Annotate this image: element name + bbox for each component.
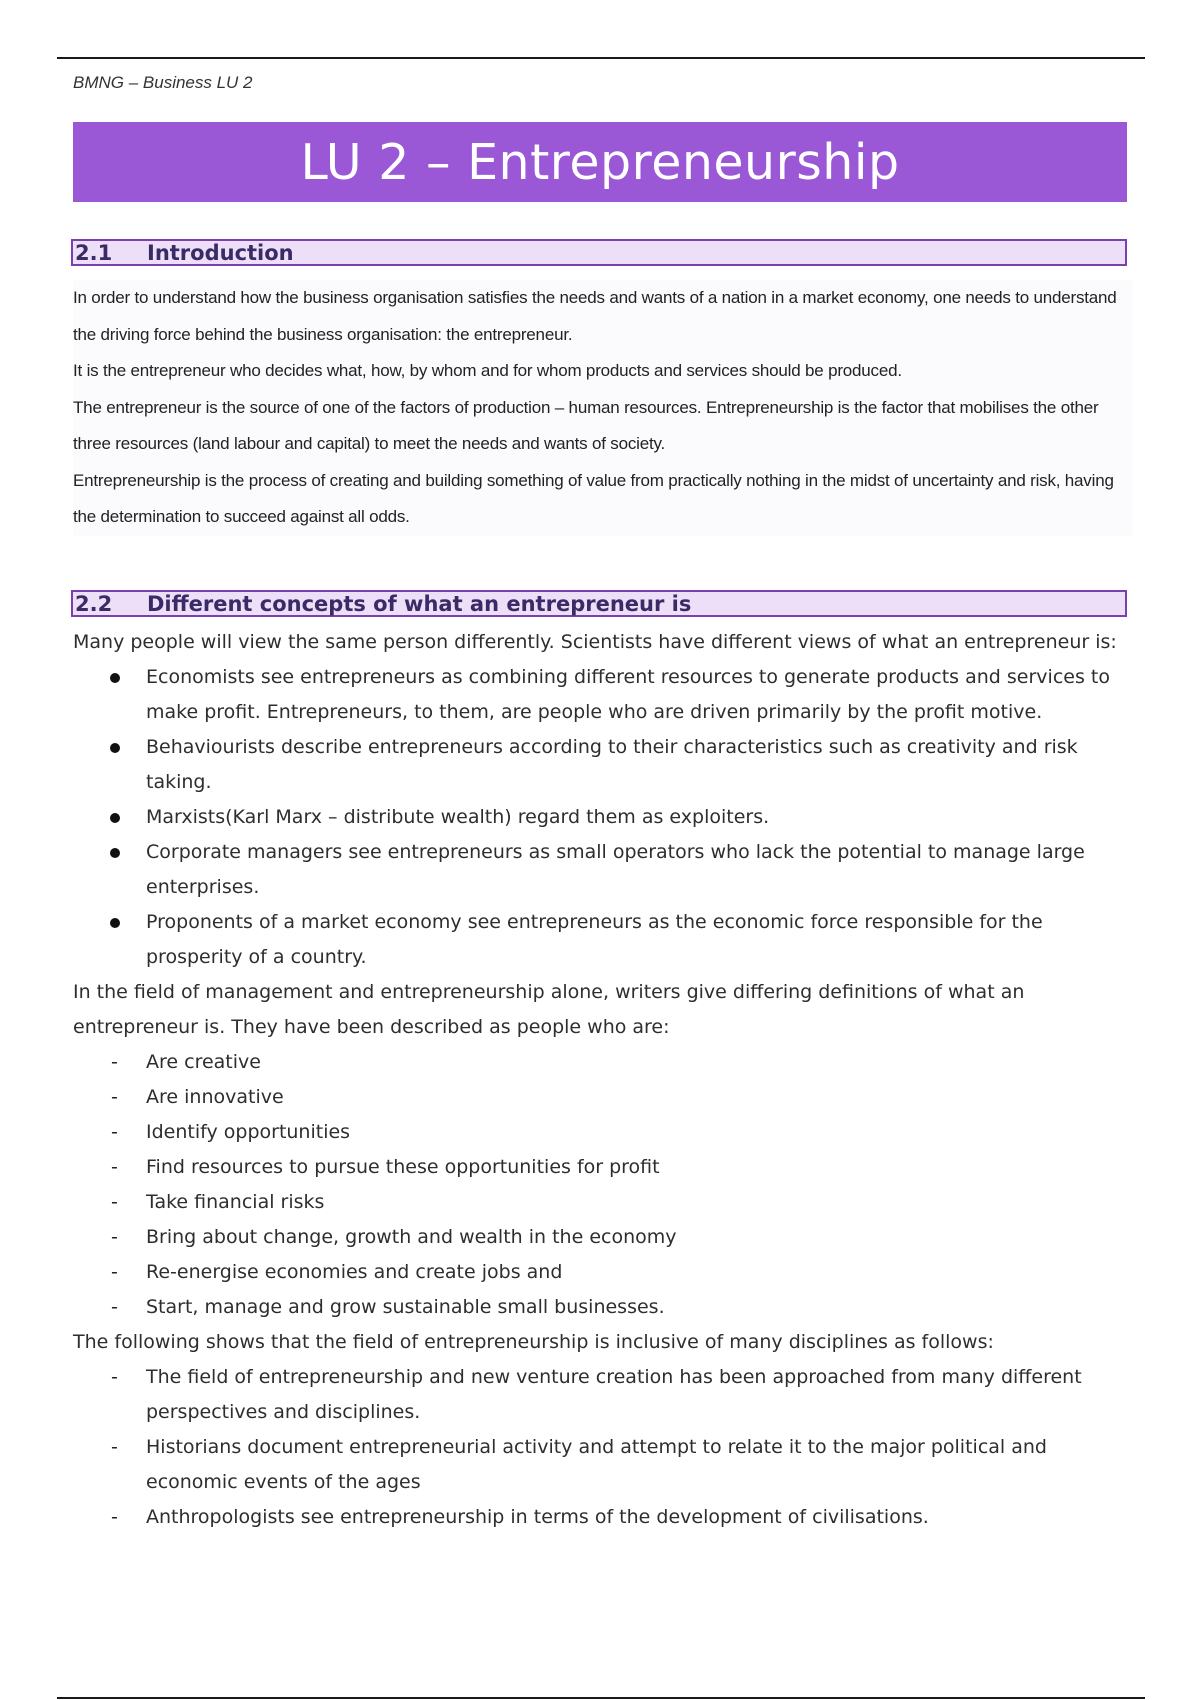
bullet-icon	[110, 918, 120, 928]
top-rule	[57, 57, 1145, 59]
list-item: - Find resources to pursue these opportunities for profit	[73, 1150, 1133, 1185]
bullet-icon	[110, 743, 120, 753]
dash-icon: -	[111, 1156, 118, 1178]
list-item: Economists see entrepreneurs as combining different resources to generate products and services to make profit. Entrepreneurs, to them, are people who are driven primarily by the profit motive.	[73, 660, 1133, 730]
dash-icon: -	[111, 1436, 118, 1458]
section-title: Introduction	[147, 240, 294, 265]
dash-icon: -	[111, 1366, 118, 1388]
list-item: - Start, manage and grow sustainable small businesses.	[73, 1290, 1133, 1325]
paragraph: In order to understand how the business organisation satisfies the needs and wants of a nation in a market economy, one needs to understand the driving force behind the business organisation: the entrepreneur.	[73, 288, 1117, 344]
list-item: - Anthropologists see entrepreneurship in terms of the development of civilisations.	[73, 1500, 1133, 1535]
paragraph: The entrepreneur is the source of one of the factors of production – human resources. Entrepreneurship is the factor that mobilises the other three resources (land labour and capital) to meet the needs and wants of society.	[73, 397, 1099, 453]
section-number: 2.2	[75, 591, 113, 616]
dash-icon: -	[111, 1191, 118, 1213]
list-item: Corporate managers see entrepreneurs as small operators who lack the potential to manage large enterprises.	[73, 835, 1133, 905]
list-item: - Identify opportunities	[73, 1115, 1133, 1150]
views-list	[73, 660, 1133, 975]
dash-icon: -	[111, 1226, 118, 1248]
bullet-icon	[110, 813, 120, 823]
dash-icon: -	[111, 1296, 118, 1318]
paragraph: Entrepreneurship is the process of creating and building something of value from practically nothing in the midst of uncertainty and risk, having the determination to succeed against all odds.	[73, 470, 1114, 526]
dash-icon: -	[111, 1121, 118, 1143]
list-item: - The field of entrepreneurship and new venture creation has been approached from many different perspectives and disciplines.	[73, 1360, 1133, 1430]
traits-list	[73, 1045, 1133, 1325]
dash-icon: -	[111, 1086, 118, 1108]
bullet-icon	[110, 848, 120, 858]
list-item: Proponents of a market economy see entrepreneurs as the economic force responsible for the prosperity of a country.	[73, 905, 1133, 975]
list-item: - Are creative	[73, 1045, 1133, 1080]
bullet-icon	[110, 673, 120, 683]
disciplines-list	[73, 1360, 1133, 1535]
dash-icon: -	[111, 1506, 118, 1528]
list-item: Behaviourists describe entrepreneurs according to their characteristics such as creativity and risk taking.	[73, 730, 1133, 800]
list-item: - Bring about change, growth and wealth in the economy	[73, 1220, 1133, 1255]
paragraph: It is the entrepreneur who decides what, how, by whom and for whom products and services should be produced.	[73, 361, 902, 380]
section-number: 2.1	[75, 240, 113, 265]
list-item: - Re-energise economies and create jobs and	[73, 1255, 1133, 1290]
bottom-rule	[57, 1697, 1145, 1699]
list-item: Marxists(Karl Marx – distribute wealth) regard them as exploiters.	[73, 800, 1133, 835]
dash-icon: -	[111, 1051, 118, 1073]
paragraph: In the field of management and entrepreneurship alone, writers give differing definitions of what an entrepreneur is. They have been described as people who are:	[73, 981, 1025, 1038]
section-heading-introduction	[71, 239, 1127, 266]
paragraph: The following shows that the field of entrepreneurship is inclusive of many disciplines as follows:	[73, 1331, 994, 1353]
running-header: BMNG – Business LU 2	[73, 73, 253, 92]
paragraph: Many people will view the same person differently. Scientists have different views of what an entrepreneur is:	[73, 631, 1117, 653]
list-item: - Take financial risks	[73, 1185, 1133, 1220]
list-item: - Historians document entrepreneurial activity and attempt to relate it to the major political and economic events of the ages	[73, 1430, 1133, 1500]
introduction-text	[73, 280, 1133, 536]
section-heading-concepts	[71, 590, 1127, 617]
list-item: - Are innovative	[73, 1080, 1133, 1115]
concepts-text	[73, 625, 1133, 1535]
dash-icon: -	[111, 1261, 118, 1283]
page-title: LU 2 – Entrepreneurship	[73, 122, 1127, 202]
section-title: Different concepts of what an entrepreneur is	[147, 591, 692, 616]
